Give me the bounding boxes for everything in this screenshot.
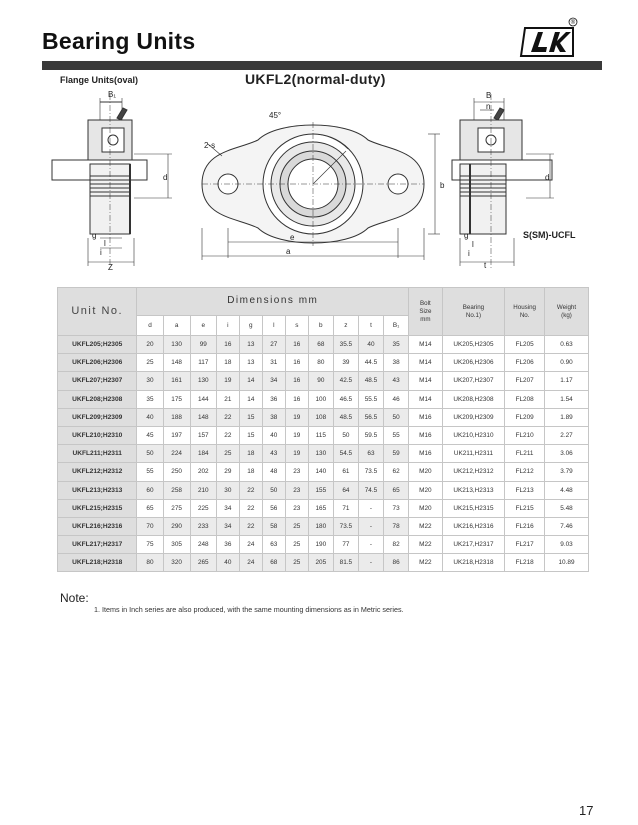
weight-cell: 1.17 xyxy=(545,372,589,390)
dimension-cell: 59.5 xyxy=(358,426,383,444)
dimension-cell: 60 xyxy=(137,481,163,499)
table-row xyxy=(58,517,589,535)
table-row xyxy=(58,426,589,444)
dimension-cell: 74.5 xyxy=(358,481,383,499)
dim-label-i: i xyxy=(100,248,102,257)
dimension-cell: 22 xyxy=(216,426,239,444)
dimension-cell: 22 xyxy=(216,408,239,426)
bolt-size-cell: M14 xyxy=(409,372,442,390)
dimension-cell: 250 xyxy=(163,463,190,481)
dim-label-b-front: b xyxy=(440,181,445,190)
dimension-cell: 108 xyxy=(308,408,333,426)
dimension-cell: 25 xyxy=(285,554,308,572)
dimension-cell: 305 xyxy=(163,536,190,554)
dimension-cell: 48 xyxy=(262,463,285,481)
note-title: Note: xyxy=(60,591,89,605)
angle-label: 45° xyxy=(269,111,282,120)
housing-no-cell: FL210 xyxy=(505,426,545,444)
housing-header-line1: Housing xyxy=(513,303,536,311)
bolt-size-cell: M20 xyxy=(409,481,442,499)
bolt-size-cell: M16 xyxy=(409,426,442,444)
dimension-cell: 40 xyxy=(358,336,383,354)
dimension-cell: 65 xyxy=(137,499,163,517)
dimension-cell: - xyxy=(358,517,383,535)
dimension-cell: 205 xyxy=(308,554,333,572)
dimension-cell: 24 xyxy=(239,536,262,554)
dimension-cell: 50 xyxy=(262,481,285,499)
dimension-cell: 18 xyxy=(239,445,262,463)
dimension-cell: 36 xyxy=(216,536,239,554)
dimension-cell: 80 xyxy=(308,354,333,372)
dimension-cell: 18 xyxy=(216,354,239,372)
weight-cell: 3.79 xyxy=(545,463,589,481)
side-view-right xyxy=(452,94,554,270)
page-number: 17 xyxy=(579,803,594,818)
dimension-cell: 54.5 xyxy=(333,445,358,463)
unit-no-cell: UKFL215;H2315 xyxy=(58,499,137,517)
dimension-cell: 62 xyxy=(384,463,409,481)
bolt-size-header xyxy=(409,288,442,336)
bearing-no-cell: UK216,H2316 xyxy=(442,517,505,535)
dim-label-g-right: g xyxy=(464,231,469,240)
dim-label-i-right: i xyxy=(468,249,470,258)
dimension-cell: 73 xyxy=(384,499,409,517)
dim-label-z: Z xyxy=(108,263,113,272)
bolt-size-cell: M22 xyxy=(409,536,442,554)
dimension-cell: 13 xyxy=(239,336,262,354)
dimension-cell: 68 xyxy=(262,554,285,572)
weight-cell: 5.48 xyxy=(545,499,589,517)
side-view-left xyxy=(52,94,172,270)
dimension-cell: 81.5 xyxy=(333,554,358,572)
bolt-size-cell: M20 xyxy=(409,463,442,481)
dimension-cell: 78 xyxy=(384,517,409,535)
dimension-cell: 46 xyxy=(384,390,409,408)
dimension-cell: 22 xyxy=(239,517,262,535)
dimension-cell: 210 xyxy=(190,481,216,499)
bearing-no-cell: UK212,H2312 xyxy=(442,463,505,481)
unit-no-header xyxy=(58,288,137,336)
bearing-no-cell: UK217,H2317 xyxy=(442,536,505,554)
dimension-cell: 15 xyxy=(239,426,262,444)
dimension-cell: 320 xyxy=(163,554,190,572)
dimension-cell: 55 xyxy=(384,426,409,444)
dimension-cell: 42.5 xyxy=(333,372,358,390)
housing-no-cell: FL216 xyxy=(505,517,545,535)
weight-cell: 0.90 xyxy=(545,354,589,372)
table-row xyxy=(58,554,589,572)
dimension-cell: 27 xyxy=(262,336,285,354)
dimension-cell: 50 xyxy=(384,408,409,426)
bearing-no-cell: UK207,H2307 xyxy=(442,372,505,390)
bearing-no-cell: UK206,H2306 xyxy=(442,354,505,372)
dimension-cell: 175 xyxy=(163,390,190,408)
bolt-size-cell: M16 xyxy=(409,408,442,426)
page-title: Bearing Units xyxy=(42,28,196,54)
header-bar xyxy=(42,61,602,70)
dimension-cell: 224 xyxy=(163,445,190,463)
table-row xyxy=(58,372,589,390)
unit-no-cell: UKFL216;H2316 xyxy=(58,517,137,535)
dimension-cell: 13 xyxy=(239,354,262,372)
weight-cell: 1.89 xyxy=(545,408,589,426)
dimension-cell: 73.5 xyxy=(358,463,383,481)
housing-no-cell: FL215 xyxy=(505,499,545,517)
dimension-cell: 70 xyxy=(137,517,163,535)
dimension-cell: 90 xyxy=(308,372,333,390)
dimension-cell: 50 xyxy=(333,426,358,444)
dim-label-n: n xyxy=(486,102,491,111)
dimension-cell: 20 xyxy=(137,336,163,354)
dimension-cell: 14 xyxy=(239,372,262,390)
housing-header-line2: No. xyxy=(519,311,530,319)
weight-cell: 10.89 xyxy=(545,554,589,572)
bolt-size-cell: M14 xyxy=(409,336,442,354)
dimension-cell: 275 xyxy=(163,499,190,517)
bearing-no-cell: UK210,H2310 xyxy=(442,426,505,444)
front-view-center xyxy=(202,122,440,260)
svg-text:®: ® xyxy=(570,20,576,27)
dimension-cell: 50 xyxy=(137,445,163,463)
model-title: UKFL2(normal-duty) xyxy=(245,71,386,87)
dimension-cell: 23 xyxy=(285,463,308,481)
bearing-no-cell: UK215,H2315 xyxy=(442,499,505,517)
bolt-size-cell: M14 xyxy=(409,354,442,372)
dimension-cell: 16 xyxy=(216,336,239,354)
dimension-cell: 56 xyxy=(262,499,285,517)
bearing-no-cell: UK208,H2308 xyxy=(442,390,505,408)
dimension-cell: 44.5 xyxy=(358,354,383,372)
dimension-cell: 22 xyxy=(239,481,262,499)
dim-col-header: i xyxy=(216,316,239,336)
dimension-cell: 144 xyxy=(190,390,216,408)
dimension-cell: 21 xyxy=(216,390,239,408)
housing-no-cell: FL213 xyxy=(505,481,545,499)
unit-no-cell: UKFL212;H2312 xyxy=(58,463,137,481)
dimension-cell: 59 xyxy=(384,445,409,463)
bolt-header-line2: Size xyxy=(419,307,432,315)
dimension-cell: 48.5 xyxy=(358,372,383,390)
dimension-cell: 140 xyxy=(308,463,333,481)
dimension-cell: 77 xyxy=(333,536,358,554)
dimension-cell: 25 xyxy=(285,536,308,554)
dimension-cell: 15 xyxy=(239,408,262,426)
dimension-cell: 55 xyxy=(137,463,163,481)
dim-col-header: t xyxy=(358,316,383,336)
dimension-cell: 36 xyxy=(262,390,285,408)
dimension-cell: - xyxy=(358,554,383,572)
dim-label-e: e xyxy=(290,233,295,242)
dimension-cell: 16 xyxy=(285,336,308,354)
dimension-cell: 29 xyxy=(216,463,239,481)
unit-no-cell: UKFL217;H2317 xyxy=(58,536,137,554)
bolt-header-line1: Bolt xyxy=(420,299,431,307)
dimension-cell: 34 xyxy=(216,499,239,517)
dimension-cell: 165 xyxy=(308,499,333,517)
housing-no-cell: FL208 xyxy=(505,390,545,408)
dim-col-header: B₁ xyxy=(384,316,409,336)
dimension-cell: 117 xyxy=(190,354,216,372)
bolt-size-cell: M22 xyxy=(409,517,442,535)
dim-col-header: l xyxy=(262,316,285,336)
bolt-size-cell: M14 xyxy=(409,390,442,408)
dimension-cell: 180 xyxy=(308,517,333,535)
dimension-cell: 148 xyxy=(163,354,190,372)
bearing-no-cell: UK218,H2318 xyxy=(442,554,505,572)
weight-cell: 7.46 xyxy=(545,517,589,535)
dimension-cell: 197 xyxy=(163,426,190,444)
weight-header xyxy=(545,288,589,336)
bearing-header-line1: Bearing xyxy=(462,303,485,311)
dimension-cell: 30 xyxy=(137,372,163,390)
dimension-cell: 290 xyxy=(163,517,190,535)
dimension-cell: 148 xyxy=(190,408,216,426)
weight-cell: 2.27 xyxy=(545,426,589,444)
dimension-cell: 45 xyxy=(137,426,163,444)
weight-cell: 3.06 xyxy=(545,445,589,463)
unit-no-cell: UKFL211;H2311 xyxy=(58,445,137,463)
dim-label-l: l xyxy=(104,239,106,248)
housing-no-cell: FL218 xyxy=(505,554,545,572)
dim-col-header: d xyxy=(137,316,163,336)
dimension-cell: 40 xyxy=(137,408,163,426)
bolt-size-cell: M16 xyxy=(409,445,442,463)
table-row xyxy=(58,481,589,499)
note-item: 1. Items in Inch series are also produced, with the same mounting dimensions as in Metric series. xyxy=(94,605,404,614)
dimension-cell: 225 xyxy=(190,499,216,517)
dimension-cell: 100 xyxy=(308,390,333,408)
dimension-cell: 248 xyxy=(190,536,216,554)
dimension-cell: 35.5 xyxy=(333,336,358,354)
dimension-cell: 188 xyxy=(163,408,190,426)
housing-no-cell: FL205 xyxy=(505,336,545,354)
dimension-cell: 16 xyxy=(285,354,308,372)
spec-table xyxy=(57,287,589,572)
dimension-cell: 58 xyxy=(262,517,285,535)
housing-no-cell: FL207 xyxy=(505,372,545,390)
dimension-cell: 130 xyxy=(163,336,190,354)
brand-logo-icon xyxy=(519,17,579,59)
unit-no-cell: UKFL209;H2309 xyxy=(58,408,137,426)
dimension-cell: 18 xyxy=(239,463,262,481)
dimension-cell: 99 xyxy=(190,336,216,354)
dimension-cell: 25 xyxy=(137,354,163,372)
dim-col-header: b xyxy=(308,316,333,336)
dimension-cell: 130 xyxy=(190,372,216,390)
dimension-cell: 63 xyxy=(358,445,383,463)
housing-no-cell: FL212 xyxy=(505,463,545,481)
technical-drawing xyxy=(42,88,602,278)
bearing-no-cell: UK211,H2311 xyxy=(442,445,505,463)
dimension-cell: 31 xyxy=(262,354,285,372)
dimension-cell: 40 xyxy=(216,554,239,572)
dimension-cell: 24 xyxy=(239,554,262,572)
dimension-cell: 35 xyxy=(137,390,163,408)
dimension-cell: 80 xyxy=(137,554,163,572)
dimension-cell: 68 xyxy=(308,336,333,354)
housing-no-header xyxy=(505,288,545,336)
dimension-cell: 157 xyxy=(190,426,216,444)
bearing-no-cell: UK209,H2309 xyxy=(442,408,505,426)
dim-label-l-right: l xyxy=(472,240,474,249)
dimension-cell: 48.5 xyxy=(333,408,358,426)
bearing-no-header xyxy=(442,288,505,336)
dimension-cell: 65 xyxy=(384,481,409,499)
dimension-cell: 161 xyxy=(163,372,190,390)
weight-header-line2: (kg) xyxy=(561,311,572,319)
dimension-cell: 19 xyxy=(285,445,308,463)
dimension-cell: 73.5 xyxy=(333,517,358,535)
series-tag: S(SM)-UCFL xyxy=(523,230,576,240)
bearing-header-line2: No.1) xyxy=(465,311,482,319)
dim-label-d: d xyxy=(163,173,168,182)
table-row xyxy=(58,499,589,517)
dimension-cell: 265 xyxy=(190,554,216,572)
dim-col-header: s xyxy=(285,316,308,336)
table-row xyxy=(58,463,589,481)
dimension-cell: 16 xyxy=(285,390,308,408)
dimension-cell: 61 xyxy=(333,463,358,481)
unit-no-cell: UKFL208;H2308 xyxy=(58,390,137,408)
dimension-cell: 155 xyxy=(308,481,333,499)
table-row xyxy=(58,536,589,554)
table-row xyxy=(58,445,589,463)
housing-no-cell: FL217 xyxy=(505,536,545,554)
bearing-no-cell: UK205,H2305 xyxy=(442,336,505,354)
dim-label-b-right: B xyxy=(486,91,492,100)
dimension-cell: 71 xyxy=(333,499,358,517)
table-row xyxy=(58,354,589,372)
dim-label-g: g xyxy=(92,231,97,240)
dimension-cell: 38 xyxy=(262,408,285,426)
dimension-cell: 43 xyxy=(262,445,285,463)
dimension-cell: - xyxy=(358,499,383,517)
dimension-cell: 233 xyxy=(190,517,216,535)
table-row xyxy=(58,408,589,426)
dimension-cell: 63 xyxy=(262,536,285,554)
unit-no-cell: UKFL218;H2318 xyxy=(58,554,137,572)
dimension-cell: 202 xyxy=(190,463,216,481)
table-row xyxy=(58,390,589,408)
unit-no-cell: UKFL213;H2313 xyxy=(58,481,137,499)
weight-cell: 1.54 xyxy=(545,390,589,408)
dimension-cell: 40 xyxy=(262,426,285,444)
dimension-cell: 184 xyxy=(190,445,216,463)
housing-no-cell: FL211 xyxy=(505,445,545,463)
hole-label: 2-s xyxy=(204,141,216,150)
unit-no-cell: UKFL210;H2310 xyxy=(58,426,137,444)
dim-label-d-right: d xyxy=(545,173,550,182)
bolt-size-cell: M20 xyxy=(409,499,442,517)
dimension-cell: 38 xyxy=(384,354,409,372)
dimension-cell: 19 xyxy=(216,372,239,390)
dimension-cell: 25 xyxy=(285,517,308,535)
dimension-cell: 23 xyxy=(285,499,308,517)
dimension-cell: 19 xyxy=(285,408,308,426)
dimension-cell: 82 xyxy=(384,536,409,554)
weight-cell: 9.03 xyxy=(545,536,589,554)
dimension-cell: 43 xyxy=(384,372,409,390)
dim-col-header: e xyxy=(190,316,216,336)
dimension-cell: 30 xyxy=(216,481,239,499)
table-row xyxy=(58,336,589,354)
weight-cell: 4.48 xyxy=(545,481,589,499)
dimension-cell: 86 xyxy=(384,554,409,572)
dimension-cell: 115 xyxy=(308,426,333,444)
housing-no-cell: FL206 xyxy=(505,354,545,372)
dimension-cell: 64 xyxy=(333,481,358,499)
dimension-cell: 23 xyxy=(285,481,308,499)
dimension-cell: 130 xyxy=(308,445,333,463)
weight-header-line1: Weight xyxy=(556,303,577,311)
dimension-cell: 46.5 xyxy=(333,390,358,408)
dimension-cell: 39 xyxy=(333,354,358,372)
dimensions-header: Dimensions mm xyxy=(137,288,409,316)
dimension-cell: 75 xyxy=(137,536,163,554)
bolt-size-cell: M22 xyxy=(409,554,442,572)
unit-no-cell: UKFL207;H2307 xyxy=(58,372,137,390)
dimension-cell: 22 xyxy=(239,499,262,517)
weight-cell: 0.63 xyxy=(545,336,589,354)
bolt-header-line3: mm xyxy=(420,315,431,323)
dimension-cell: 34 xyxy=(216,517,239,535)
dim-col-header: z xyxy=(333,316,358,336)
dimension-cell: 19 xyxy=(285,426,308,444)
section-subtitle: Flange Units(oval) xyxy=(60,75,139,85)
dimension-cell: 258 xyxy=(163,481,190,499)
unit-no-cell: UKFL206;H2306 xyxy=(58,354,137,372)
dim-col-header: g xyxy=(239,316,262,336)
dimension-cell: 56.5 xyxy=(358,408,383,426)
unit-no-label: Unit No. xyxy=(71,305,124,317)
dimension-cell: 14 xyxy=(239,390,262,408)
dimension-cell: 16 xyxy=(285,372,308,390)
dim-label-t: t xyxy=(484,261,487,270)
dim-col-header: a xyxy=(163,316,190,336)
dimension-cell: 55.5 xyxy=(358,390,383,408)
dimension-cell: 190 xyxy=(308,536,333,554)
dimension-cell: - xyxy=(358,536,383,554)
dimension-cell: 34 xyxy=(262,372,285,390)
bearing-no-cell: UK213,H2313 xyxy=(442,481,505,499)
unit-no-cell: UKFL205;H2305 xyxy=(58,336,137,354)
dim-label-a: a xyxy=(286,247,291,256)
housing-no-cell: FL209 xyxy=(505,408,545,426)
dim-label-b1: B₁ xyxy=(108,90,117,99)
dimension-cell: 35 xyxy=(384,336,409,354)
dimension-cell: 25 xyxy=(216,445,239,463)
